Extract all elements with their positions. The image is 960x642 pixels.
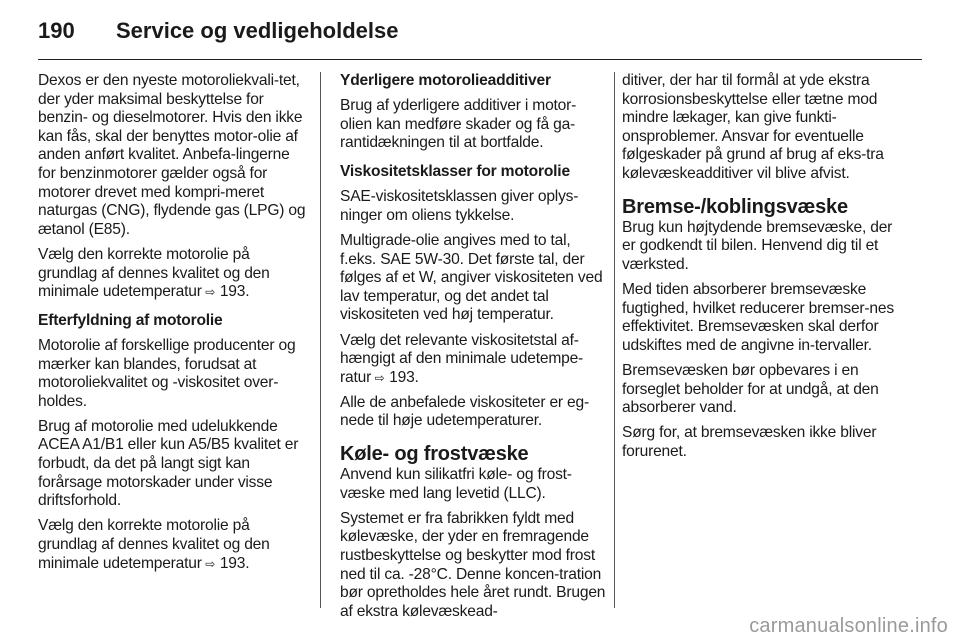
page-reference-link[interactable]: 193.: [219, 283, 250, 301]
dexos-paragraph: Dexos er den nyeste motoroliekvali-tet, der yder maksimal beskyttelse for benzin- og dieselmotorer. Hvis den ikke kan fås, skal der benyttes motor-olie af anden anført kvalitet. Anbefa-lingerne for benzinmotorer gælder også for motorer drevet med kompri-meret naturgas (CNG), flydende gas (LPG) og ætanol (E85).: [38, 72, 306, 238]
column-divider-1: [320, 72, 321, 608]
subheading-viscosity: Viskositetsklasser for motorolie: [340, 162, 570, 180]
page-reference-arrow-icon: ⇨: [205, 285, 216, 300]
recommended-viscosity-paragraph: Alle de anbefalede viskositeter er eg-nede til høje udetemperaturer.: [340, 393, 589, 430]
factory-fill-paragraph: Systemet er fra fabrikken fyldt med kølevæske, der yder en fremragende rustbeskyttelse og beskytter mod frost ned til ca. -28°C. Denne koncen-tration bør opretholdes hele året rundt. Brugen af ekstra kølevæskead-: [340, 509, 606, 620]
section-heading-coolant: Køle- og frostvæske: [340, 443, 529, 466]
column-3: [622, 72, 908, 468]
page-title: Service og vedligeholdelse: [116, 18, 399, 43]
additives-paragraph: Brug af yderligere additiver i motor-olien kan medføre skader og få ga-rantidækningen til at bortfalde.: [340, 97, 577, 152]
page-reference-arrow-icon: ⇨: [205, 556, 216, 571]
acea-paragraph: Brug af motorolie med udelukkende ACEA A1/B1 eller kun A5/B5 kvalitet er forbudt, da det på langt sigt kan forårsage motorskader under visse driftsforhold.: [38, 417, 299, 510]
subheading-refill: Efterfyldning af motorolie: [38, 311, 223, 329]
storage-paragraph: Bremsevæsken bør opbevares i en forseglet beholder for at undgå, at den absorberer vand.: [622, 361, 879, 417]
watermark: carmanualsonline.info: [749, 615, 948, 637]
page-reference-link[interactable]: 193.: [389, 368, 419, 386]
additives-continued-paragraph: ditiver, der har til formål at yde ekstra korrosionsbeskyttelse eller tætne mod mindre lækager, kan give funkti-onsproblemer. Ansvar for eventuelle følgeskader på grund af brug af eks-tra kølevæskeadditiver vil blive afvist.: [622, 72, 884, 182]
header-rule: [38, 59, 922, 60]
moisture-paragraph: Med tiden absorberer bremsevæske fugtighed, hvilket reducerer bremser-nes effektivitet. Bremsevæsken skal derfor udskiftes med de angivne in-tervaller.: [622, 280, 894, 354]
brake-fluid-paragraph: Brug kun højtydende bremsevæske, der er godkendt til bilen. Henvend dig til et værksted.: [622, 218, 893, 273]
column-2: [340, 72, 606, 628]
select-oil-paragraph: Vælg den korrekte motorolie på grundlag af dennes kvalitet og den minimale udetemperatur ⇨ 193.: [38, 245, 270, 301]
contamination-paragraph: Sørg for, at bremsevæsken ikke bliver forurenet.: [622, 424, 877, 460]
column-1: [38, 72, 308, 580]
sae-paragraph: SAE-viskositetsklassen giver oplys-ninger om oliens tykkelse.: [340, 188, 579, 224]
select-oil-paragraph-2: Vælg den korrekte motorolie på grundlag af dennes kvalitet og den minimale udetemperatur ⇨ 193.: [38, 517, 270, 572]
coolant-paragraph: Anvend kun silikatfri køle- og frost-væske med lang levetid (LLC).: [340, 466, 572, 502]
mixing-paragraph: Motorolie af forskellige producenter og mærker kan blandes, forudsat at motoroliekvalitet og -viskositet over-holdes.: [38, 336, 296, 410]
page-reference-arrow-icon: ⇨: [374, 370, 385, 385]
multigrade-paragraph: Multigrade-olie angives med to tal, f.eks. SAE 5W-30. Det første tal, der følges af et W, angiver viskositeten ved lav temperatur, og det andet tal viskositeten ved høj temperatur.: [340, 231, 603, 324]
column-divider-2: [614, 72, 615, 608]
page-reference-link[interactable]: 193.: [219, 554, 250, 572]
page-header: [38, 18, 398, 50]
subheading-additives: Yderligere motorolieadditiver: [340, 72, 551, 89]
viscosity-select-paragraph: Vælg det relevante viskositetstal af-hængigt af den minimale udetempe-ratur ⇨ 193.: [340, 331, 584, 386]
page-number: 190: [38, 18, 75, 43]
section-heading-brake-fluid: Bremse-/koblingsvæske: [622, 195, 848, 218]
